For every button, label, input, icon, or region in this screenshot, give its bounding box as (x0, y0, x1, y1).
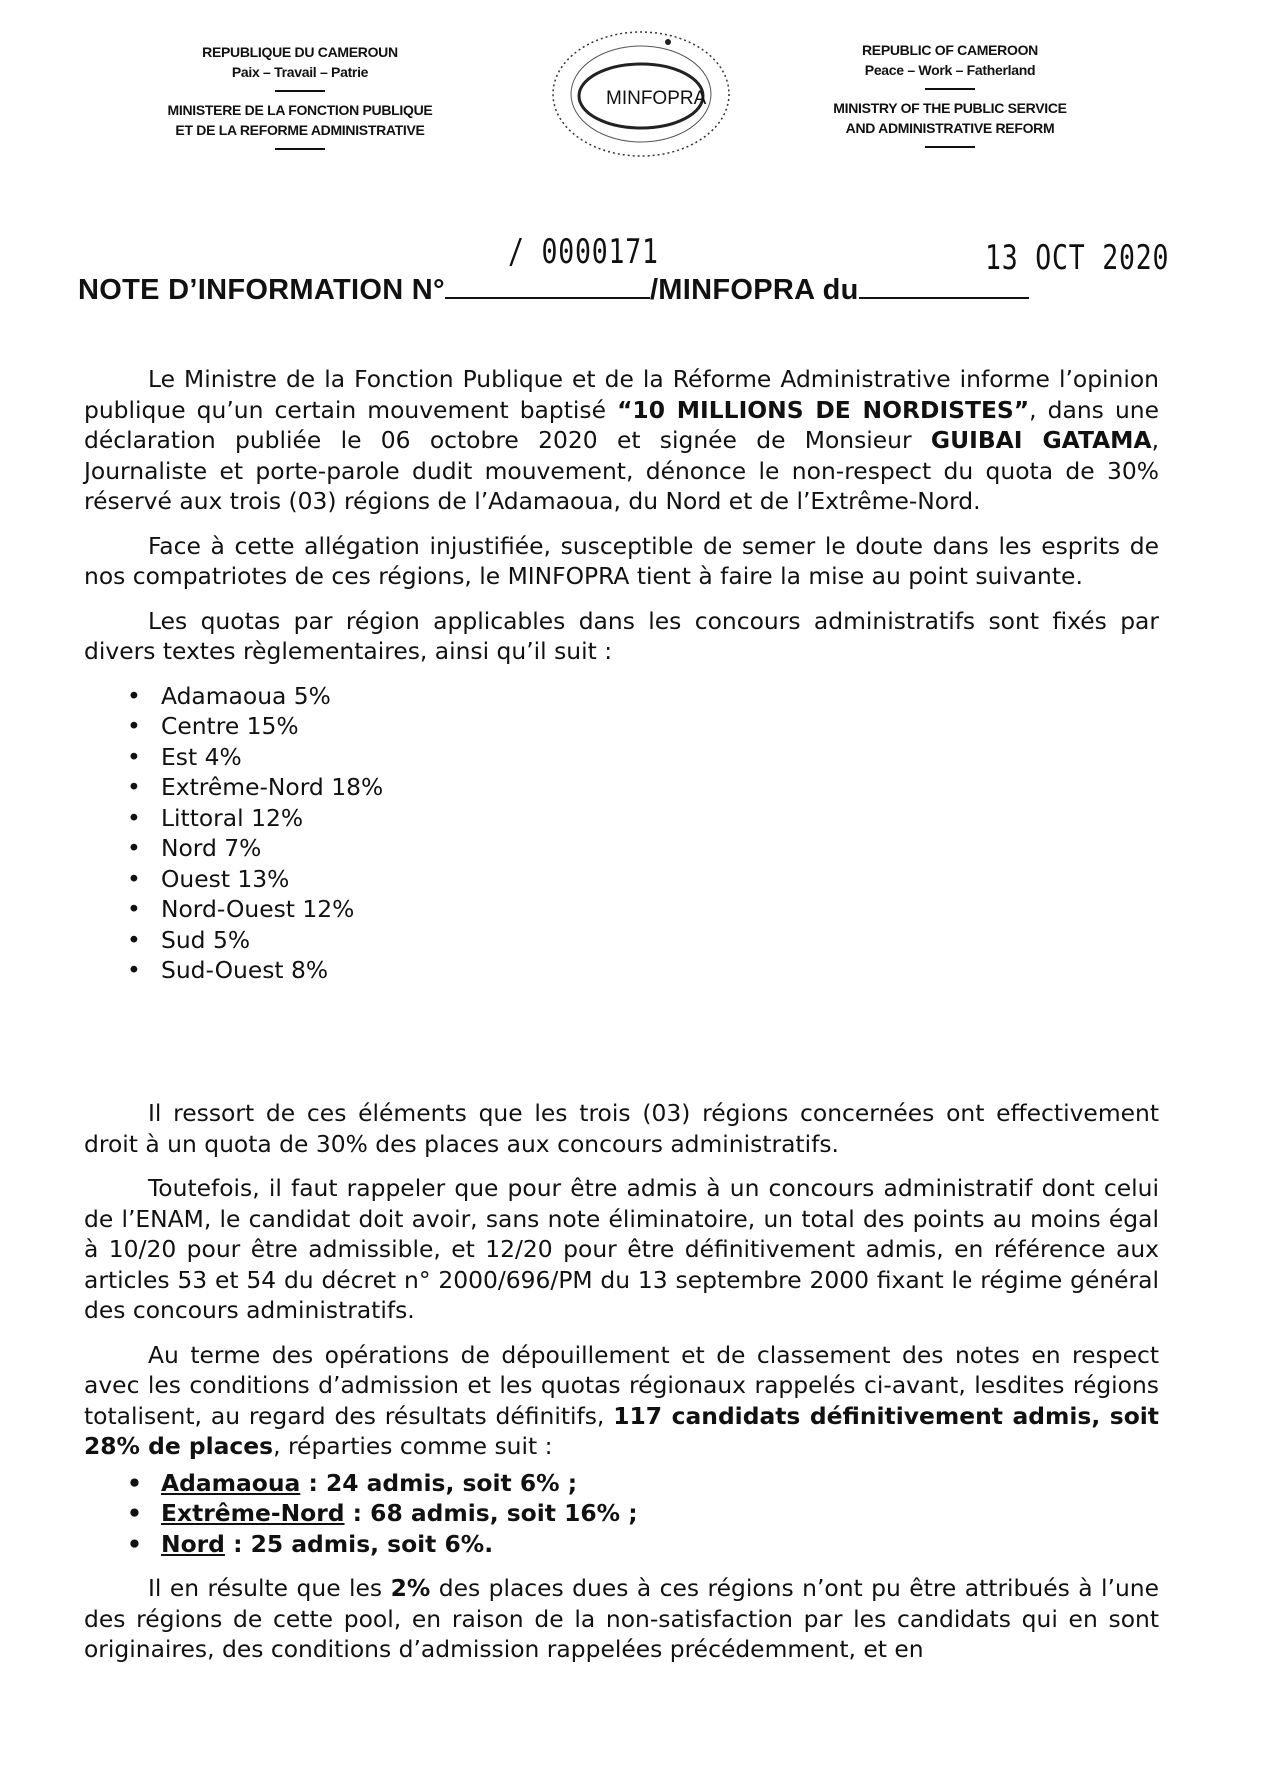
body-bottom (84, 1098, 1159, 1665)
logo-text: MINFOPRA (606, 88, 707, 109)
list-item: • Littoral 12% (127, 803, 304, 832)
list-item: • Ouest 13% (127, 864, 290, 893)
header-left-ministry-line1: MINISTERE DE LA FONCTION PUBLIQUE (167, 102, 433, 118)
header-right (780, 40, 1120, 156)
header-divider (925, 146, 975, 148)
paragraph-2: Face à cette allégation injustifiée, susceptible de semer le doute dans les esprits de nos compatriotes de ces régions, le MINFOPRA tient à faire la mise au point suivante. (84, 531, 1159, 590)
list-item: • Nord 7% (127, 834, 262, 862)
paragraph-4: Il ressort de ces éléments que les trois (03) régions concernées ont effectivement droit à un quota de 30% des places aux concours administratifs. (84, 1099, 1159, 1158)
list-item: • Sud-Ouest 8% (127, 956, 329, 984)
header-right-motto: Peace – Work – Fatherland (864, 62, 1036, 78)
header-right-country: REPUBLIC OF CAMEROON (861, 42, 1038, 58)
list-item: • Est 4% (127, 742, 242, 771)
list-item: • Extrême-Nord : 68 admis, soit 16% ; (127, 1499, 638, 1527)
list-item: • Sud 5% (127, 925, 251, 954)
date-blank (859, 271, 1029, 299)
list-item: • Adamaoua : 24 admis, soit 6% ; (127, 1468, 578, 1497)
note-number-handwritten: / 0000171 (508, 232, 659, 272)
quota-list (84, 681, 1159, 986)
date-stamp: 13 OCT 2020 (985, 238, 1170, 278)
paragraph-7: Il en résulte que les 2% des places dues à ces régions n’ont pu être attribués à l’une des régions de cette pool, en raison de la non-satisfaction par les candidats qui en sont originaires, des conditions d’admission rappelées précédemment, et en (84, 1574, 1160, 1663)
results-list (84, 1468, 1159, 1560)
list-item: • Centre 15% (127, 712, 299, 740)
list-item: • Adamaoua 5% (127, 681, 331, 710)
header-divider (925, 88, 975, 90)
body-top (84, 364, 1159, 986)
header-left-motto: Paix – Travail – Patrie (231, 64, 369, 80)
list-item: • Extrême-Nord 18% (127, 773, 384, 801)
minfopra-logo (548, 28, 734, 160)
header-right-ministry-line2: AND ADMINISTRATIVE REFORM (845, 120, 1055, 136)
header-left-country: REPUBLIQUE DU CAMEROUN (202, 44, 398, 60)
paragraph-6: Au terme des opérations de dépouillement et de classement des notes en respect avec les conditions d’admission et les quotas régionaux rappelés ci-avant, lesdites régions totalisent, au regard des résultats définitifs, 117 candidats définitivement admis, soit 28% de places, réparties comme suit : (84, 1340, 1159, 1460)
title-suffix: /MINFOPRA du (649, 274, 859, 306)
header-right-ministry-line1: MINISTRY OF THE PUBLIC SERVICE (833, 100, 1067, 116)
title-prefix: NOTE D’INFORMATION N° (78, 274, 445, 306)
paragraph-3: Les quotas par région applicables dans les concours administratifs sont fixés par divers textes règlementaires, ainsi qu’il suit : (84, 606, 1159, 665)
header-divider (275, 148, 325, 150)
paragraph-5: Toutefois, il faut rappeler que pour être admis à un concours administratif dont celui de l’ENAM, le candidat doit avoir, sans note éliminatoire, un total des points au moins égal à 10/20 pour être admissible, et 12/20 pour être définitivement admis, en référence aux articles 53 et 54 du décret n° 2000/696/PM du 13 septembre 2000 fixant le régime général des concours administratifs. (84, 1174, 1159, 1324)
document-title (78, 271, 1178, 307)
header-divider (275, 90, 325, 92)
list-item: • Nord : 25 admis, soit 6%. (127, 1529, 494, 1558)
header-left-ministry-line2: ET DE LA REFORME ADMINISTRATIVE (175, 122, 425, 138)
header-left (130, 42, 470, 158)
paragraph-1: Le Ministre de la Fonction Publique et de la Réforme Administrative informe l’opinion publique qu’un certain mouvement baptisé “10 MILLIONS DE NORDISTES”, dans une déclaration publiée le 06 octobre 2020 et signée de Monsieur GUIBAI GATAMA, Journaliste et porte-parole dudit mouvement, dénonce le non-respect du quota de 30% réservé aux trois (03) régions de l’Adamaoua, du Nord et de l’Extrême-Nord. (84, 365, 1159, 515)
number-blank (445, 271, 650, 299)
list-item: • Nord-Ouest 12% (127, 895, 355, 923)
